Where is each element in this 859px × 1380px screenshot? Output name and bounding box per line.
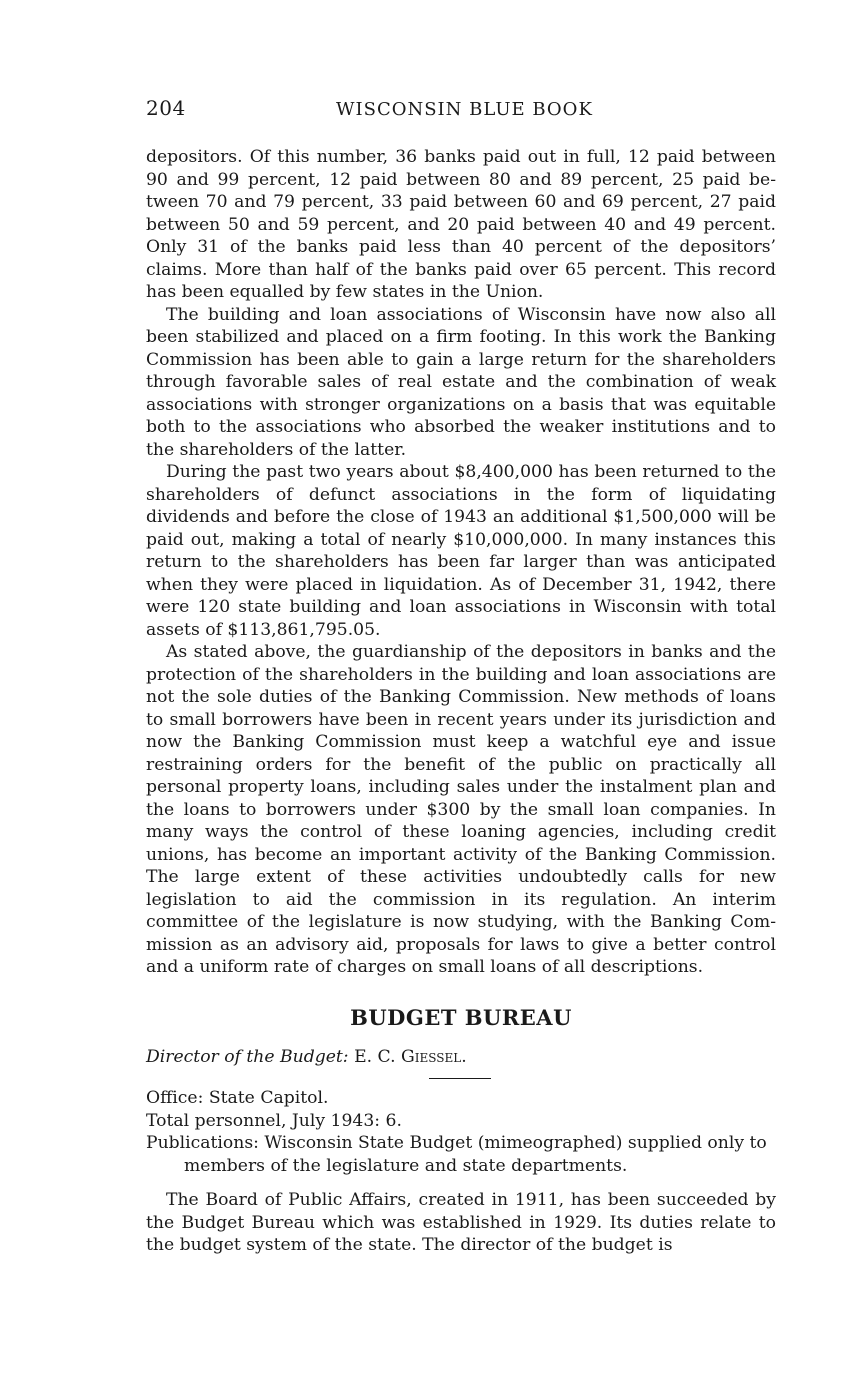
publications-line: Publications: Wisconsin State Budget (mimeographed) supplied only to members of the legislature and state departments. [146, 1133, 767, 1176]
paragraph-depositors: depositors. Of this number, 36 banks paid out in full, 12 paid between 90 and 99 percent, 12 paid between 80 and 89 percent, 25 paid between 70 and 79 percent, 33 paid between 60 and 69 percent, 27 paid between 50 and 59 percent, and 20 paid between 40 and 49 percent. Only 31 of the banks paid less than 40 percent of the depositors’ claims. More than half of the banks paid over 65 percent. This record has been equalled by few states in the Union. [146, 147, 776, 302]
director-label: Director of the Budget: [146, 1046, 349, 1067]
section-heading: BUDGET BUREAU [350, 1004, 572, 1030]
running-title: WISCONSIN BLUE BOOK [336, 99, 593, 120]
document-page [146, 96, 776, 1257]
page-number: 204 [146, 96, 186, 120]
personnel-line: Total personnel, July 1943: 6. [146, 1110, 402, 1131]
closing-text [146, 1189, 776, 1257]
director-surname: Giessel. [401, 1046, 467, 1067]
director-initials: E. C. [354, 1046, 396, 1067]
running-header [146, 96, 776, 124]
director-line [146, 1046, 776, 1069]
body-text [146, 146, 776, 979]
office-line: Office: State Capitol. [146, 1088, 329, 1108]
paragraph-budget-bureau: The Board of Public Affairs, created in 1911, has been succeeded by the Budget Bureau which was established in 1929. Its duties relate to the budget system of the state. The director of the budget is [146, 1190, 776, 1255]
paragraph-small-loans: As stated above, the guardianship of the depositors in banks and the protection of the shareholders in the building and loan associations are not the sole duties of the Banking Commission. New methods of loans to small borrowers have been in recent years under its jurisdiction and now the Banking Commission must keep a watchful eye and issue restraining orders for the benefit of the public on practically all personal property loans, including sales under the instalment plan and the loans to borrowers under $300 by the small loan companies. In many ways the control of these loaning agencies, including credit unions, has become an important activity of the Banking Commission. The large extent of these activities undoubtedly calls for new legislation to aid the commission in its regulation. An interim committee of the legislature is now studying, with the Banking Commission as an advisory aid, proposals for laws to give a better control and a uniform rate of charges on small loans of all descriptions. [146, 642, 776, 977]
paragraph-building-loan: The building and loan associations of Wisconsin have now also all been stabilized and placed on a firm footing. In this work the Banking Commission has been able to gain a large return for the shareholders through favorable sales of real estate and the combination of weak associations with stronger organizations on a basis that was equitable both to the associations who absorbed the weaker institutions and to the shareholders of the latter. [146, 304, 776, 460]
bureau-info [146, 1087, 776, 1177]
section-rule [429, 1078, 491, 1079]
paragraph-returns: During the past two years about $8,400,000 has been returned to the shareholders of defunct associations in the form of liquidating dividends and before the close of 1943 an additional $1,500,000 will be paid out, making a total of nearly $10,000,000. In many instances this return to the shareholders has been far larger than was anticipated when they were placed in liquidation. As of December 31, 1942, there were 120 state building and loan associations in Wisconsin with total assets of $113,861,795.05. [146, 462, 776, 640]
director-name [354, 1047, 467, 1067]
